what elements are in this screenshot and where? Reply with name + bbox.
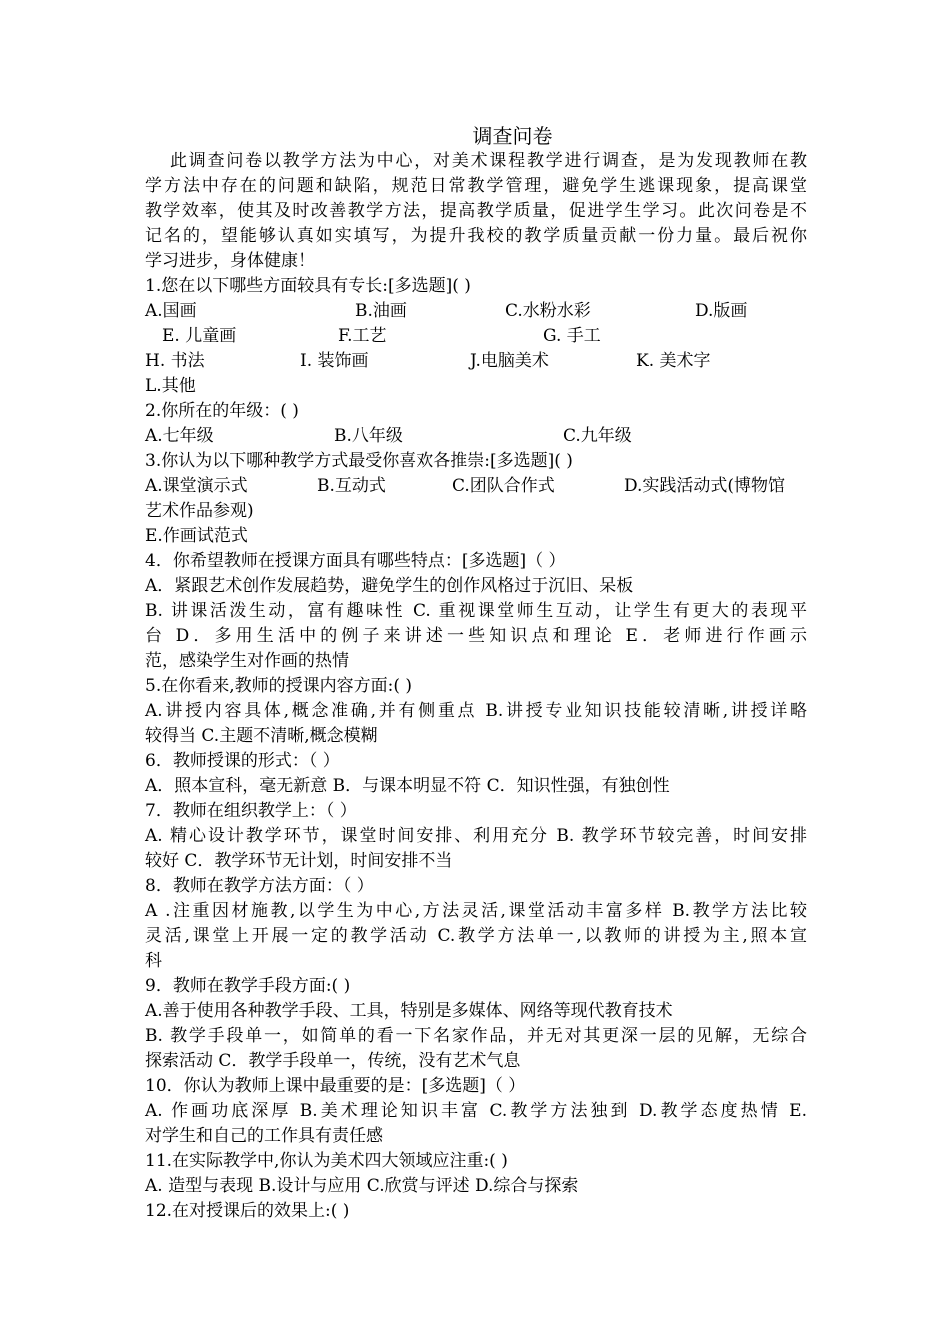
- intro-line-3: 教学效率，使其及时改善教学方法，提高教学质量，促进学生学习。此次问卷是不: [145, 201, 807, 221]
- q11-line-1: A. 造型与表现 B.设计与应用 C.欣赏与评述 D.综合与探索: [145, 1176, 579, 1196]
- q1-option-h[interactable]: H. 书法: [145, 351, 205, 371]
- question-7: 7．教师在组织教学上：（ ）: [145, 801, 357, 821]
- question-10: 10．你认为教师上课中最重要的是：[多选题]（ ）: [145, 1076, 526, 1096]
- question-8: 8．教师在教学方法方面：（ ）: [145, 876, 374, 896]
- question-11: 11.在实际教学中,你认为美术四大领域应注重:( ): [145, 1151, 508, 1171]
- q2-option-b[interactable]: B.八年级: [334, 426, 403, 446]
- q3-option-c[interactable]: C.团队合作式: [452, 476, 555, 496]
- q1-option-e[interactable]: E. 儿童画: [162, 326, 237, 346]
- q3-option-d-continued: 艺术作品参观): [145, 501, 254, 521]
- intro-line-2: 学方法中存在的问题和缺陷，规范日常教学管理，避免学生逃课现象，提高课堂: [145, 176, 807, 196]
- q1-option-a[interactable]: A.国画: [145, 301, 197, 321]
- q4-line-3: 台 D．多用生活中的例子来讲述一些知识点和理论 E．老师进行作画示: [145, 626, 807, 646]
- q3-option-b[interactable]: B.互动式: [317, 476, 386, 496]
- q5-line-2: 较得当 C.主题不清晰,概念模糊: [145, 726, 378, 746]
- q1-option-k[interactable]: K. 美术字: [636, 351, 711, 371]
- question-12: 12.在对授课后的效果上:( ): [145, 1201, 350, 1221]
- q6-line-1: A．照本宣科，毫无新意 B．与课本明显不符 C．知识性强，有独创性: [145, 776, 670, 796]
- question-5: 5.在你看来,教师的授课内容方面:( ): [145, 676, 413, 696]
- intro-line-5: 学习进步，身体健康！: [145, 251, 315, 271]
- q5-line-1: A.讲授内容具体,概念准确,并有侧重点 B.讲授专业知识技能较清晰,讲授详略: [145, 701, 807, 721]
- q3-option-d[interactable]: D.实践活动式(博物馆: [624, 476, 786, 496]
- page-title: 调查问卷: [472, 124, 553, 148]
- q9-line-1: A.善于使用各种教学手段、工具，特别是多媒体、网络等现代教育技术: [145, 1001, 673, 1021]
- q1-option-d[interactable]: D.版画: [695, 301, 748, 321]
- q4-line-2: B. 讲课活泼生动，富有趣味性 C. 重视课堂师生互动，让学生有更大的表现平: [145, 601, 807, 621]
- q1-option-b[interactable]: B.油画: [355, 301, 407, 321]
- q2-option-c[interactable]: C.九年级: [563, 426, 632, 446]
- question-1: 1.您在以下哪些方面较具有专长:[多选题]( ): [145, 276, 471, 296]
- q1-option-c[interactable]: C.水粉水彩: [505, 301, 591, 321]
- q1-option-g[interactable]: G. 手工: [543, 326, 601, 346]
- q1-option-f[interactable]: F.工艺: [338, 326, 387, 346]
- q1-option-i[interactable]: I. 装饰画: [300, 351, 369, 371]
- q1-option-j[interactable]: J.电脑美术: [470, 351, 549, 371]
- q8-line-3: 科: [145, 951, 162, 971]
- question-4: 4．你希望教师在授课方面具有哪些特点：[多选题]（ ）: [145, 551, 566, 571]
- q4-line-1: A．紧跟艺术创作发展趋势，避免学生的创作风格过于沉旧、呆板: [145, 576, 634, 596]
- intro-line-4: 记名的，望能够认真如实填写，为提升我校的教学质量贡献一份力量。最后祝你: [145, 226, 807, 246]
- q3-option-e[interactable]: E.作画试范式: [145, 526, 248, 546]
- q9-line-2: B. 教学手段单一，如简单的看一下名家作品，并无对其更深一层的见解，无综合: [145, 1026, 807, 1046]
- question-2: 2.你所在的年级：( ): [145, 401, 299, 421]
- q9-line-3: 探索活动 C．教学手段单一，传统，没有艺术气息: [145, 1051, 521, 1071]
- q3-option-a[interactable]: A.课堂演示式: [145, 476, 248, 496]
- question-3: 3.你认为以下哪种教学方式最受你喜欢各推崇:[多选题]( ): [145, 451, 573, 471]
- q8-line-1: A .注重因材施教,以学生为中心,方法灵活,课堂活动丰富多样 B.教学方法比较: [145, 901, 807, 921]
- question-9: 9．教师在教学手段方面:( ): [145, 976, 351, 996]
- q8-line-2: 灵活,课堂上开展一定的教学活动 C.教学方法单一,以教师的讲授为主,照本宣: [145, 926, 807, 946]
- q1-option-l[interactable]: L.其他: [145, 376, 196, 396]
- q10-line-1: A. 作画功底深厚 B.美术理论知识丰富 C.教学方法独到 D.教学态度热情 E.: [145, 1101, 807, 1121]
- q10-line-2: 对学生和自己的工作具有责任感: [145, 1126, 383, 1146]
- question-6: 6．教师授课的形式：（ ）: [145, 751, 340, 771]
- q2-option-a[interactable]: A.七年级: [145, 426, 214, 446]
- q7-line-2: 较好 C．教学环节无计划，时间安排不当: [145, 851, 453, 871]
- q7-line-1: A. 精心设计教学环节，课堂时间安排、利用充分 B. 教学环节较完善，时间安排: [145, 826, 807, 846]
- q4-line-4: 范，感染学生对作画的热情: [145, 651, 349, 671]
- intro-line-1: 此调查问卷以教学方法为中心，对美术课程教学进行调查，是为发现教师在教: [170, 151, 807, 171]
